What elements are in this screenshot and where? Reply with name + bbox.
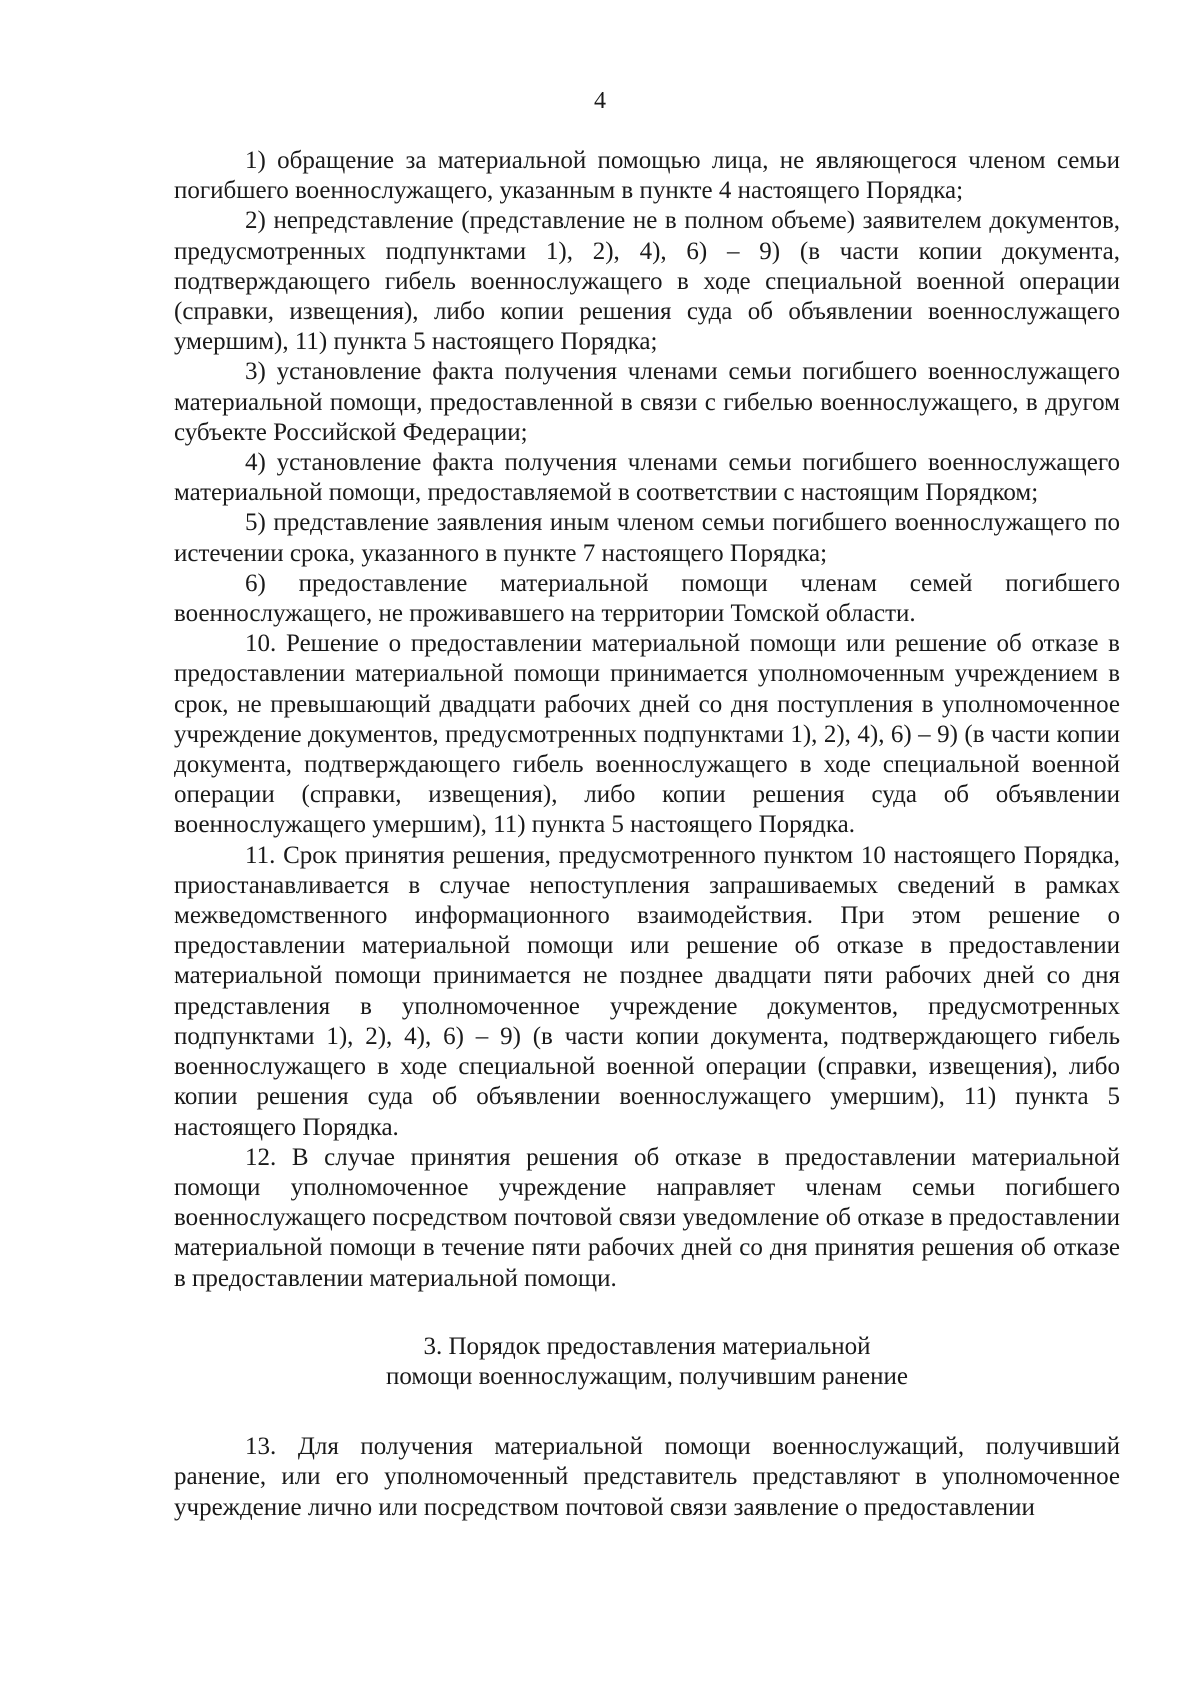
clause-12: 12. В случае принятия решения об отказе в предоставлении материальной помощи уполномоченное учреждение направляет членам семьи погибшего военнослужащего посредством почтовой связи уведомление об отказе в предоставлении материальной помощи в течение пяти рабочих дней со дня принятия решения об отказе в предоставлении материальной помощи.	[174, 1143, 1120, 1292]
page-number: 4	[594, 88, 606, 114]
section-heading-line-1: 3. Порядок предоставления материальной	[423, 1332, 871, 1360]
list-item-4: 4) установление факта получения членами семьи погибшего военнослужащего материальной помощи, предоставляемой в соответствии с настоящим Порядком;	[174, 449, 1120, 507]
document-body	[174, 146, 1120, 1523]
section-heading-line-2: помощи военнослужащим, получившим ранение	[386, 1362, 908, 1390]
list-item-3: 3) установление факта получения членами семьи погибшего военнослужащего материальной помощи, предоставленной в связи с гибелью военнослужащего, в другом субъекте Российской Федерации;	[174, 358, 1120, 446]
clause-13: 13. Для получения материальной помощи военнослужащий, получивший ранение, или его уполномоченный представитель представляют в уполномоченное учреждение лично или посредством почтовой связи заявление о предоставлении	[174, 1433, 1120, 1521]
section-heading	[174, 1332, 1120, 1392]
list-item-1: 1) обращение за материальной помощью лица, не являющегося членом семьи погибшего военнослужащего, указанным в пункте 4 настоящего Порядка;	[174, 147, 1120, 205]
clause-11: 11. Срок принятия решения, предусмотренного пунктом 10 настоящего Порядка, приостанавливается в случае непоступления запрашиваемых сведений в рамках межведомственного информационного взаимодействия. При этом решение о предоставлении материальной помощи или решение об отказе в предоставлении материальной помощи принимается не позднее двадцати пяти рабочих дней со дня представления в уполномоченное учреждение документов, предусмотренных подпунктами 1), 2), 4), 6) – 9) (в части копии документа, подтверждающего гибель военнослужащего в ходе специальной военной операции (справки, извещения), либо копии решения суда об объявлении военнослужащего умершим), 11) пункта 5 настоящего Порядка.	[174, 841, 1120, 1141]
list-item-5: 5) представление заявления иным членом семьи погибшего военнослужащего по истечении срока, указанного в пункте 7 настоящего Порядка;	[174, 509, 1120, 567]
list-item-6: 6) предоставление материальной помощи членам семей погибшего военнослужащего, не проживавшего на территории Томской области.	[174, 569, 1120, 628]
list-item-2: 2) непредставление (представление не в полном объеме) заявителем документов, предусмотренных подпунктами 1), 2), 4), 6) – 9) (в части копии документа, подтверждающего гибель военнослужащего в ходе специальной военной операции (справки, извещения), либо копии решения суда об объявлении военнослужащего умершим), 11) пункта 5 настоящего Порядка;	[174, 207, 1120, 356]
clause-10: 10. Решение о предоставлении материальной помощи или решение об отказе в предоставлении материальной помощи принимается уполномоченным учреждением в срок, не превышающий двадцати рабочих дней со дня поступления в уполномоченное учреждение документов, предусмотренных подпунктами 1), 2), 4), 6) – 9) (в части копии документа, подтверждающего гибель военнослужащего в ходе специальной военной операции (справки, извещения), либо копии решения суда об объявлении военнослужащего умершим), 11) пункта 5 настоящего Порядка.	[174, 630, 1120, 839]
